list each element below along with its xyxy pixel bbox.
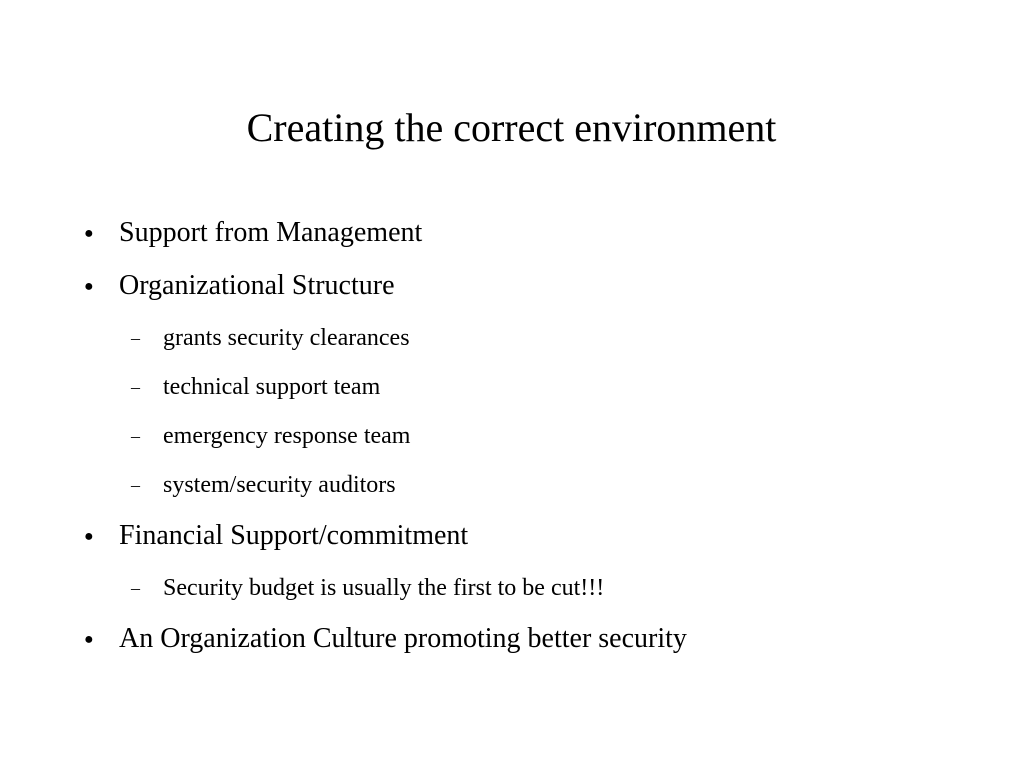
bullet-icon: ● xyxy=(84,278,94,295)
dash-icon: – xyxy=(131,328,140,348)
dash-icon: – xyxy=(131,377,140,397)
sub-item-text: grants security clearances xyxy=(163,325,410,351)
bullet-text: An Organization Culture promoting better security xyxy=(119,623,687,654)
bullet-text: Organizational Structure xyxy=(119,270,395,301)
bullet-text: Financial Support/commitment xyxy=(119,520,469,551)
sub-item-text: technical support team xyxy=(163,374,381,400)
bullet-icon: ● xyxy=(84,225,94,242)
dash-icon: – xyxy=(131,475,140,495)
bullet-icon: ● xyxy=(84,528,94,545)
sub-item-text: emergency response team xyxy=(163,423,411,449)
dash-icon: – xyxy=(131,426,140,446)
bullet-text: Support from Management xyxy=(119,217,423,248)
dash-icon: – xyxy=(131,578,140,598)
slide-title: Creating the correct environment xyxy=(246,105,777,150)
sub-item-text: Security budget is usually the first to be cut!!! xyxy=(163,575,605,601)
bullet-icon: ● xyxy=(84,631,94,648)
sub-item-text: system/security auditors xyxy=(163,472,396,498)
